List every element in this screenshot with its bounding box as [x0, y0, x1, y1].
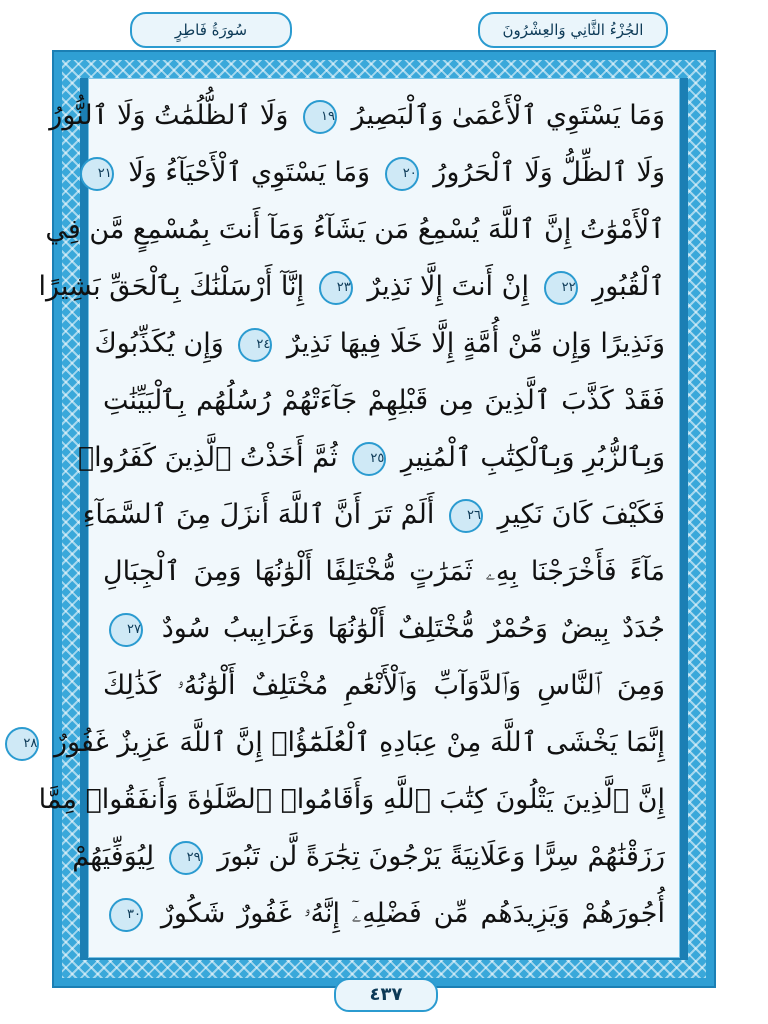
verse-text: وَلَا ٱلظِّلُّ وَلَا ٱلْحَرُورُ — [433, 157, 665, 188]
verse-text: وَلَا ٱلظُّلُمَٰتُ وَلَا ٱلنُّورُ — [49, 100, 289, 131]
verse-text: وَبِٱلزُّبُرِ وَبِٱلْكِتَٰبِ ٱلْمُنِيرِ — [400, 442, 665, 473]
verse-text: أُجُورَهُمْ وَيَزِيدَهُم مِّن فَضْلِهِۦٓ إِنَّهُۥ غَفُورٌ شَكُورٌ — [160, 898, 665, 929]
verse-text: فَكَيْفَ كَانَ نَكِيرِ — [497, 499, 665, 530]
verse-text: ثُمَّ أَخَذْتُ ٱلَّذِينَ كَفَرُوا۟ — [77, 442, 338, 473]
ayah-number-marker: ٢٤ — [238, 328, 272, 362]
verse-line — [89, 372, 679, 429]
ayah-number-marker: ٢٠ — [385, 157, 419, 191]
verse-text: فَقَدْ كَذَّبَ ٱلَّذِينَ مِن قَبْلِهِمْ جَآءَتْهُمْ رُسُلُهُم بِٱلْبَيِّنَٰتِ — [103, 385, 665, 416]
ayah-number-marker: ٢٣ — [319, 271, 353, 305]
page-number: ٤٣٧ — [334, 978, 438, 1012]
verse-line — [82, 486, 679, 543]
verse-lines — [23, 87, 679, 942]
verse-line — [38, 258, 679, 315]
ayah-number-marker: ٢٩ — [169, 841, 203, 875]
ayah-number-marker: ١٩ — [303, 100, 337, 134]
verse-line — [89, 144, 679, 201]
quran-text-area — [23, 78, 680, 958]
verse-line — [38, 771, 679, 828]
verse-line — [89, 657, 679, 714]
verse-text: إِنَّمَا يَخْشَى ٱللَّهَ مِنْ عِبَادِهِ ٱلْعُلَمَٰٓؤُا۟ إِنَّ ٱللَّهَ عَزِيزٌ غَفُورٌ — [53, 727, 665, 758]
ayah-number-marker: ٢٦ — [449, 499, 483, 533]
verse-line — [89, 315, 679, 372]
verse-text: وَإِن يُكَذِّبُوكَ — [94, 328, 224, 359]
verse-line — [77, 429, 679, 486]
verse-line — [45, 201, 679, 258]
ayah-number-marker: ٢٧ — [109, 613, 143, 647]
verse-text: وَنَذِيرًا وَإِن مِّنْ أُمَّةٍ إِلَّا خَلَا فِيهَا نَذِيرٌ — [286, 328, 665, 359]
surah-name-label: سُورَةُ فَاطِرٍ — [130, 12, 292, 48]
verse-line — [89, 600, 679, 657]
verse-line — [72, 828, 679, 885]
verse-text: إِنَّآ أَرْسَلْنَٰكَ بِٱلْحَقِّ بَشِيرًا — [38, 271, 305, 302]
verse-text: مَآءً فَأَخْرَجْنَا بِهِۦ ثَمَرَٰتٍ مُّخْتَلِفًا أَلْوَٰنُهَا وَمِنَ ٱلْجِبَالِ — [103, 556, 665, 587]
verse-text: لِيُوَفِّيَهُمْ — [72, 841, 155, 872]
verse-line — [23, 714, 679, 771]
ayah-number-marker: ٢٥ — [352, 442, 386, 476]
verse-text: ٱلْقُبُورِ — [592, 271, 665, 302]
verse-line — [89, 543, 679, 600]
verse-line — [49, 87, 679, 144]
verse-text: رَزَقْنَٰهُمْ سِرًّا وَعَلَانِيَةً يَرْجُونَ تِجَٰرَةً لَّن تَبُورَ — [217, 841, 665, 872]
verse-line — [89, 885, 679, 942]
juz-name-label: الجُزْءُ الثَّانِي وَالعِشْرُونَ — [478, 12, 668, 48]
ayah-number-marker: ٢١ — [80, 157, 114, 191]
verse-text: وَمَا يَسْتَوِي ٱلْأَعْمَىٰ وَٱلْبَصِيرُ — [351, 100, 665, 131]
ayah-number-marker: ٣٠ — [109, 898, 143, 932]
verse-text: ٱلْأَمْوَٰتُ إِنَّ ٱللَّهَ يُسْمِعُ مَن يَشَآءُ وَمَآ أَنتَ بِمُسْمِعٍ مَّن فِي — [45, 214, 665, 245]
verse-text: وَمِنَ ٱلنَّاسِ وَٱلدَّوَآبِّ وَٱلْأَنْعَٰمِ مُخْتَلِفٌ أَلْوَٰنُهُۥ كَذَٰلِكَ — [103, 670, 665, 701]
verse-text: إِنَّ ٱلَّذِينَ يَتْلُونَ كِتَٰبَ ٱللَّهِ وَأَقَامُوا۟ ٱلصَّلَوٰةَ وَأَنفَقُوا۟ مِمَّا — [38, 784, 665, 815]
ayah-number-marker: ٢٢ — [544, 271, 578, 305]
verse-text: إِنْ أَنتَ إِلَّا نَذِيرٌ — [367, 271, 529, 302]
ayah-number-marker: ٢٨ — [5, 727, 39, 761]
verse-text: وَمَا يَسْتَوِي ٱلْأَحْيَآءُ وَلَا — [128, 157, 371, 188]
verse-text: أَلَمْ تَرَ أَنَّ ٱللَّهَ أَنزَلَ مِنَ ٱلسَّمَآءِ — [82, 499, 435, 530]
verse-text: جُدَدٌ بِيضٌ وَحُمْرٌ مُّخْتَلِفٌ أَلْوَٰنُهَا وَغَرَابِيبُ سُودٌ — [161, 613, 665, 644]
